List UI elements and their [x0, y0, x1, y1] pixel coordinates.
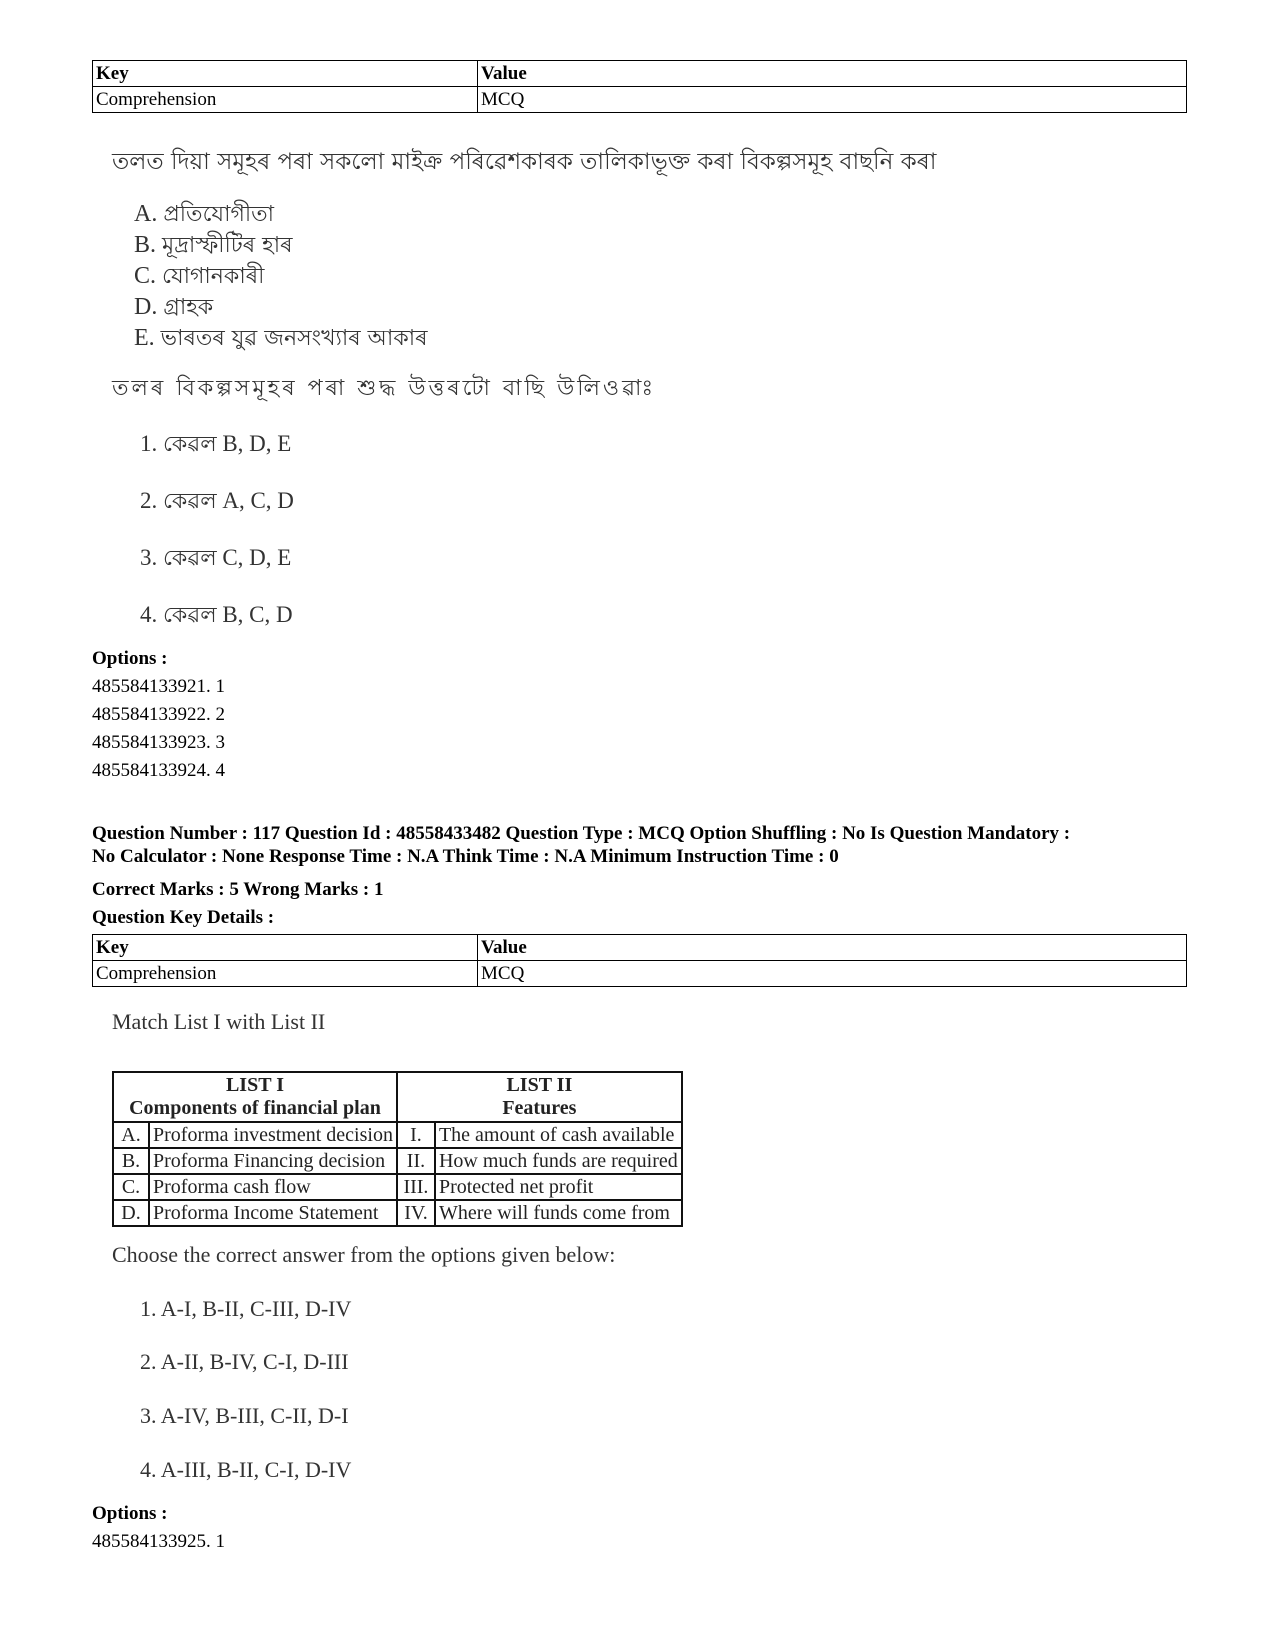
- value-cell: MCQ: [478, 87, 1187, 113]
- options-label: Options :: [92, 1503, 168, 1524]
- statement-item: D. গ্ৰাহক: [134, 294, 214, 320]
- marks-info: Correct Marks : 5 Wrong Marks : 1: [92, 879, 384, 900]
- question-stem: তলত দিয়া সমূহৰ পৰা সকলো মাইক্ৰ পৰিৱেশকাৰক তালিকাভূক্ত কৰা বিকল্পসমূহ বাছনি কৰা: [112, 149, 937, 175]
- table-row: A. Proforma investment decision I. The amount of cash available: [113, 1122, 682, 1148]
- options-label: Options :: [92, 648, 168, 669]
- key-cell: Comprehension: [93, 87, 478, 113]
- question-key-table: [92, 60, 1187, 113]
- question-key-table: [92, 934, 1187, 987]
- table-row: C. Proforma cash flow III. Protected net profit: [113, 1174, 682, 1200]
- answer-choice: 4. A-III, B-II, C-I, D-IV: [140, 1457, 352, 1482]
- table-row: D. Proforma Income Statement IV. Where will funds come from: [113, 1200, 682, 1226]
- question-metadata: [92, 822, 1192, 868]
- option-id: 485584133921. 1: [92, 676, 225, 697]
- metadata-line: Question Number : 117 Question Id : 48558433482 Question Type : MCQ Option Shuffling : No Is Question Mandatory :: [92, 823, 1071, 844]
- answer-choice: 2. কেৱল A, C, D: [140, 488, 294, 514]
- statement-item: A. প্ৰতিযোগীতা: [134, 201, 275, 227]
- metadata-line: No Calculator : None Response Time : N.A Think Time : N.A Minimum Instruction Time : 0: [92, 846, 839, 867]
- key-header: Key: [93, 935, 478, 961]
- statement-item: E. ভাৰতৰ যুৱ জনসংখ্যাৰ আকাৰ: [134, 325, 428, 351]
- statement-item: B. মূদ্ৰাস্ফীটিৰ হাৰ: [134, 232, 293, 258]
- answer-choice: 3. কেৱল C, D, E: [140, 545, 292, 571]
- option-id: 485584133924. 4: [92, 760, 225, 781]
- key-header: Key: [93, 61, 478, 87]
- option-id: 485584133922. 2: [92, 704, 225, 725]
- answer-instruction: তলৰ বিকল্পসমূহৰ পৰা শুদ্ধ উত্তৰটো বাছি উলিওৱাঃ: [112, 376, 657, 401]
- match-list-table: [112, 1071, 683, 1227]
- value-header: Value: [478, 61, 1187, 87]
- option-id: 485584133923. 3: [92, 732, 225, 753]
- answer-choice: 3. A-IV, B-III, C-II, D-I: [140, 1403, 349, 1428]
- question-stem: Match List I with List II: [112, 1009, 326, 1034]
- answer-instruction: Choose the correct answer from the options given below:: [112, 1242, 616, 1267]
- value-cell: MCQ: [478, 961, 1187, 987]
- answer-choice: 1. কেৱল B, D, E: [140, 431, 292, 457]
- key-details-label: Question Key Details :: [92, 907, 275, 928]
- key-cell: Comprehension: [93, 961, 478, 987]
- list-1-header: LIST I Components of financial plan: [113, 1072, 397, 1122]
- answer-choice: 4. কেৱল B, C, D: [140, 602, 293, 628]
- list-2-header: LIST II Features: [397, 1072, 682, 1122]
- table-row: B. Proforma Financing decision II. How much funds are required: [113, 1148, 682, 1174]
- answer-choice: 1. A-I, B-II, C-III, D-IV: [140, 1296, 352, 1321]
- option-id: 485584133925. 1: [92, 1531, 225, 1552]
- value-header: Value: [478, 935, 1187, 961]
- answer-choice: 2. A-II, B-IV, C-I, D-III: [140, 1349, 349, 1374]
- statement-item: C. যোগানকাৰী: [134, 263, 265, 289]
